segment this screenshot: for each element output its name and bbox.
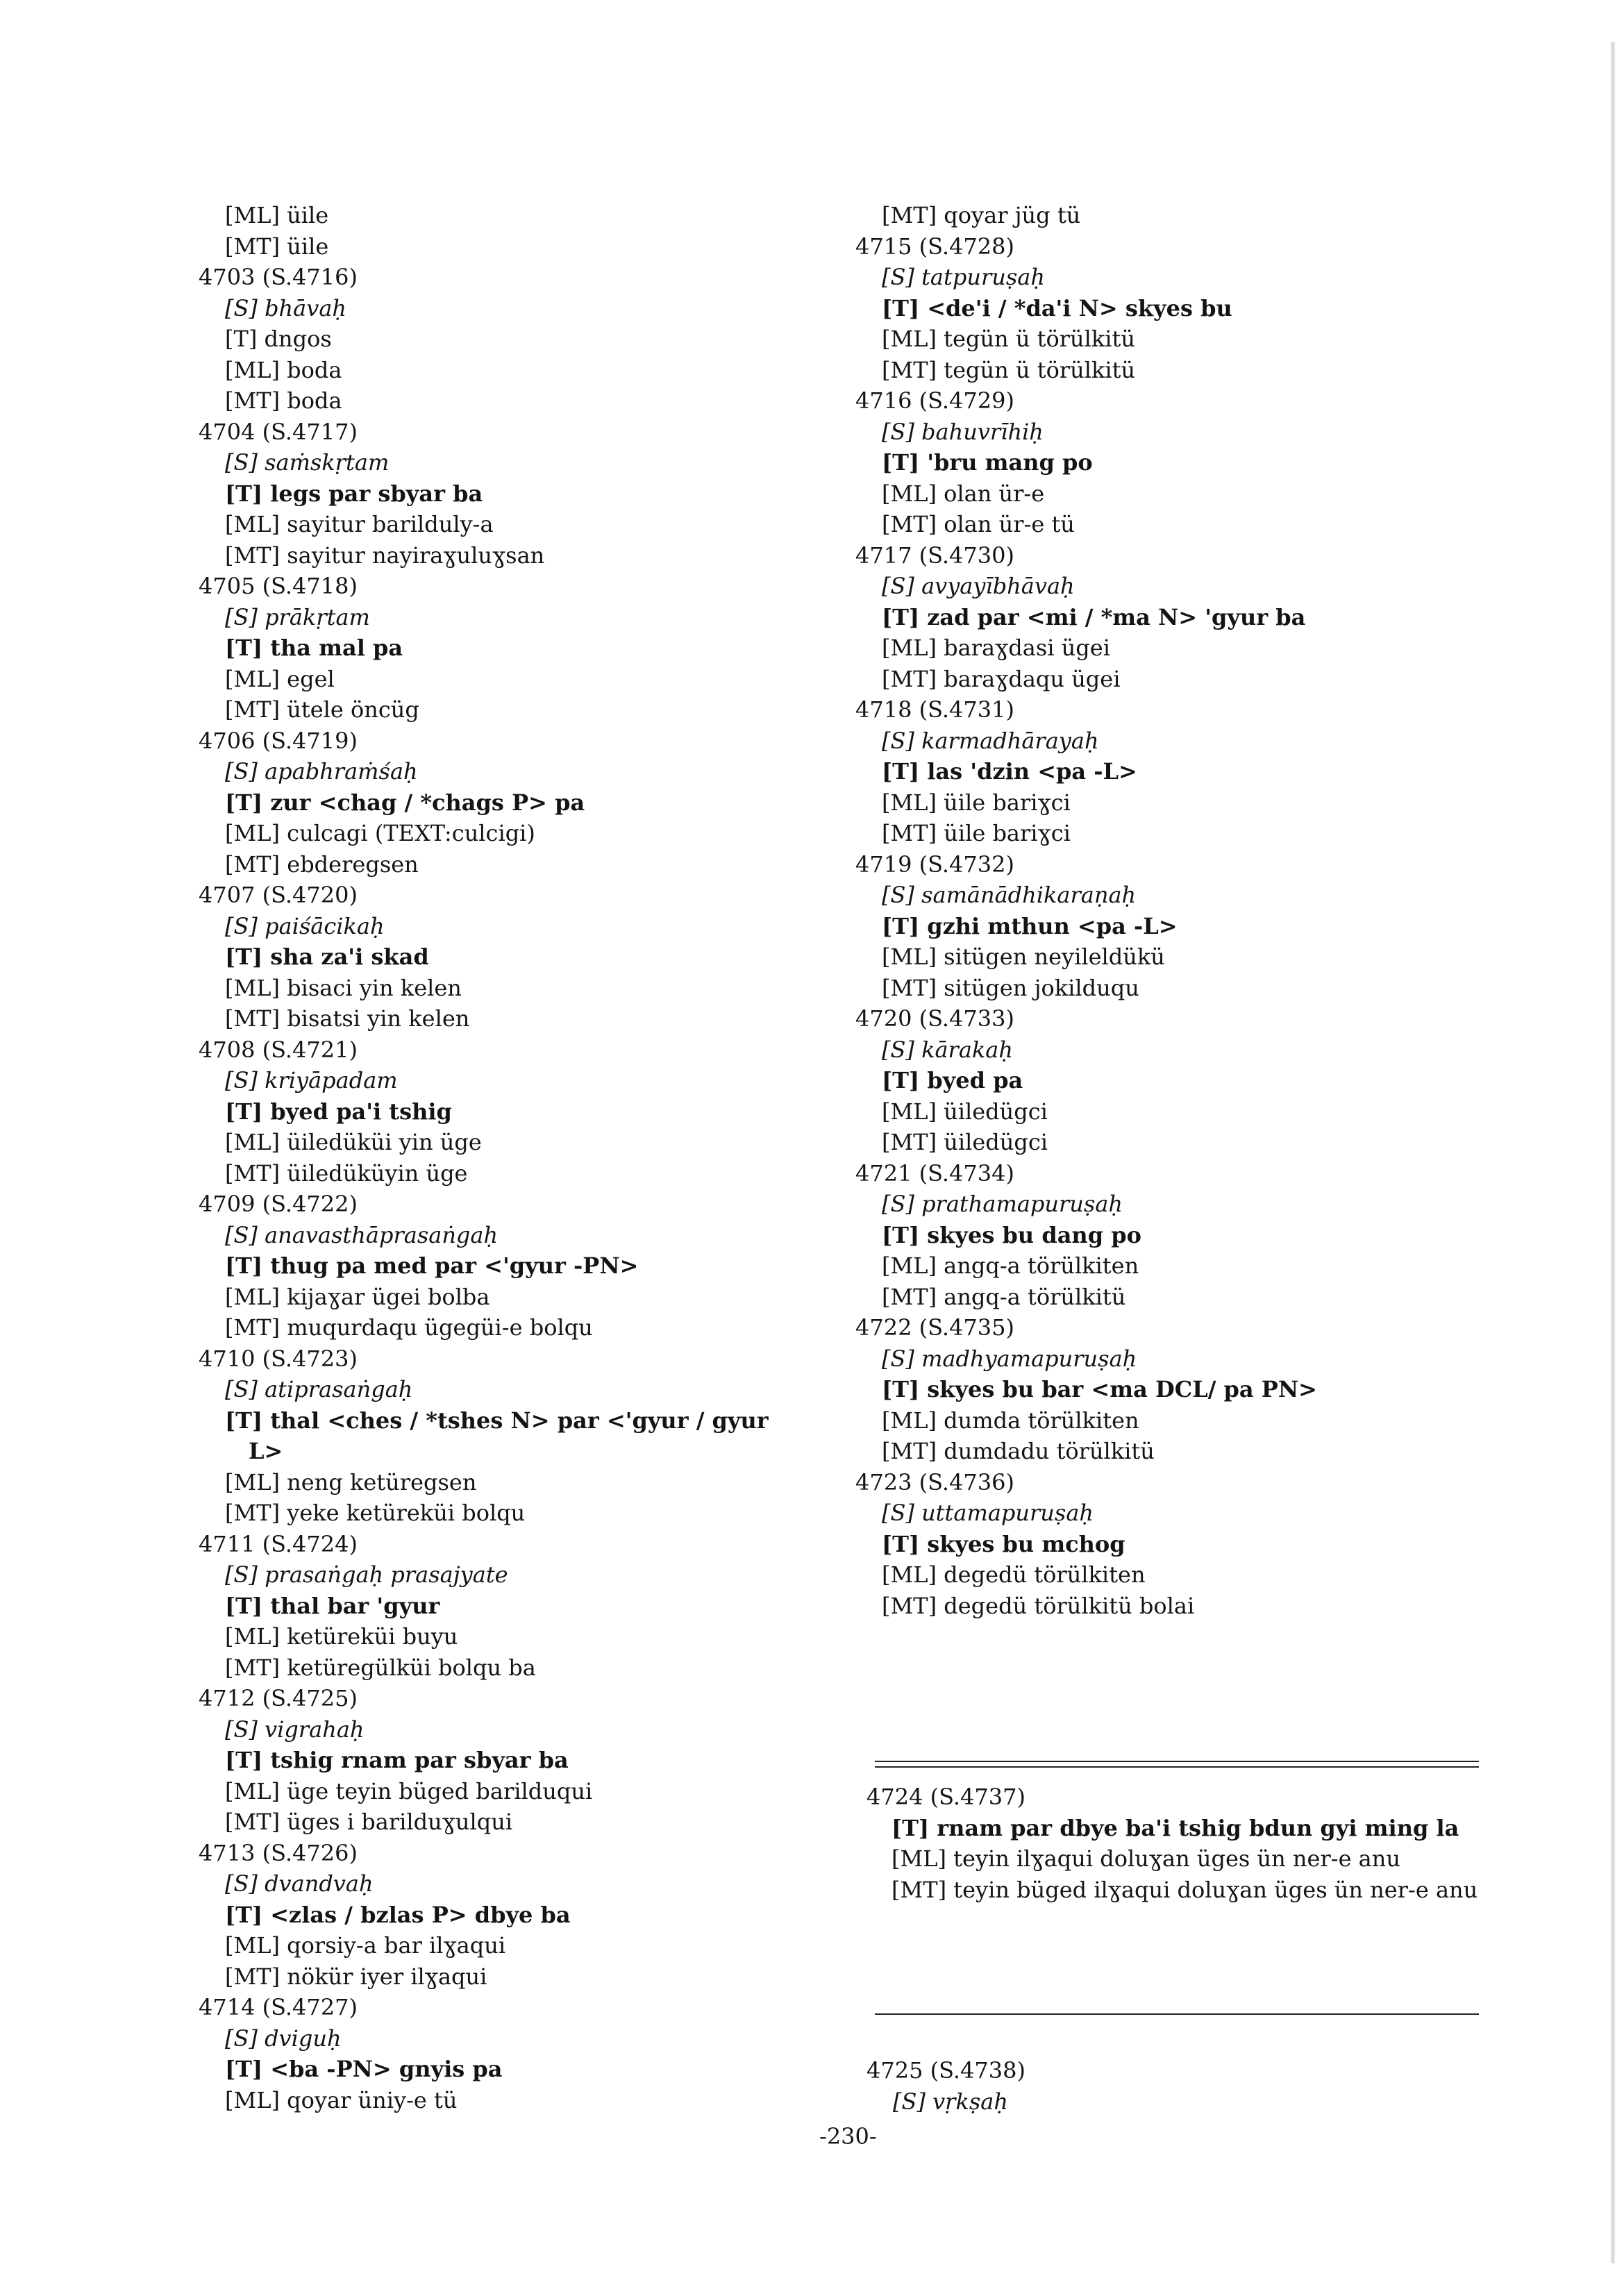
glossary-line: [ML] tegün ü törülkitü — [882, 326, 1135, 352]
entry-number: 4714 (S.4727) — [199, 1994, 358, 2020]
sanskrit-term: [S] vṛkṣaḥ — [893, 2088, 1008, 2115]
glossary-line: [S] atiprasaṅgaḥ — [225, 1376, 413, 1402]
glossary-line: [ML] bisaci yin kelen — [225, 974, 462, 1001]
glossary-line: [T] <ba -PN> gnyis pa — [225, 2056, 503, 2082]
entry-number: 4706 (S.4719) — [199, 727, 358, 754]
glossary-line: [S] prākṛtam — [225, 603, 370, 630]
mt-term: [MT] teyin büged ilɣaqui doluɣan üges ün ner-e anu — [891, 1876, 1478, 1903]
entry-number: 4722 (S.4735) — [855, 1314, 1014, 1341]
glossary-line: L> — [249, 1438, 283, 1464]
glossary-line: [T] dngos — [225, 326, 332, 352]
entry-number: 4711 (S.4724) — [199, 1530, 358, 1557]
glossary-line: [MT] baraɣdaqu ügei — [882, 665, 1121, 692]
glossary-line: [S] prathamapuruṣaḥ — [882, 1191, 1123, 1217]
glossary-line: [T] <de'i / *da'i N> skyes bu — [882, 294, 1232, 321]
ml-term: [ML] teyin ilɣaqui doluɣan üges ün ner-e anu — [891, 1845, 1400, 1872]
glossary-line: [ML] neng ketüregsen — [225, 1468, 477, 1495]
entry-number: 4718 (S.4731) — [855, 696, 1014, 723]
entry-number: 4708 (S.4721) — [199, 1036, 358, 1063]
glossary-line: [ML] üile bariɣci — [882, 789, 1071, 816]
glossary-line: [S] apabhraṁśaḥ — [225, 758, 418, 785]
glossary-line: [ML] degedü törülkiten — [882, 1561, 1146, 1588]
glossary-line: [ML] ketüreküi buyu — [225, 1623, 458, 1650]
glossary-line: [MT] boda — [225, 387, 342, 414]
page-number: -230- — [819, 2123, 877, 2150]
glossary-line: [ML] üge teyin büged barilduqui — [225, 1777, 593, 1804]
entry-number: 4724 (S.4737) — [867, 1784, 1026, 1810]
glossary-line: [T] tha mal pa — [225, 635, 403, 661]
glossary-line: [S] tatpuruṣaḥ — [882, 264, 1045, 290]
glossary-line: [ML] angq-a törülkiten — [882, 1252, 1139, 1279]
entry-number: 4715 (S.4728) — [855, 233, 1014, 260]
glossary-line: [T] thug pa med par <'gyur -PN> — [225, 1252, 639, 1279]
double-rule-top — [875, 1761, 1479, 1768]
glossary-line: [T] tshig rnam par sbyar ba — [225, 1747, 569, 1773]
entry-number: 4720 (S.4733) — [855, 1005, 1014, 1032]
glossary-line: [S] dviguḥ — [225, 2025, 342, 2052]
glossary-line: [S] vigrahaḥ — [225, 1716, 365, 1743]
glossary-line: [ML] kijaɣar ügei bolba — [225, 1283, 490, 1310]
glossary-line: [T] skyes bu dang po — [882, 1221, 1141, 1248]
glossary-line: [S] anavasthāprasaṅgaḥ — [225, 1221, 499, 1248]
glossary-line: [T] <zlas / bzlas P> dbye ba — [225, 1901, 571, 1928]
glossary-line: [MT] dumdadu törülkitü — [882, 1438, 1155, 1464]
entry-number: 4725 (S.4738) — [867, 2057, 1026, 2084]
glossary-line: [MT] olan ür-e tü — [882, 511, 1075, 537]
glossary-line: [MT] sitügen jokilduqu — [882, 974, 1139, 1001]
right-column — [855, 200, 1494, 1621]
entry-number: 4707 (S.4720) — [199, 882, 358, 908]
glossary-line: [MT] üges i barilduɣulqui — [225, 1809, 513, 1835]
entry-number: 4713 (S.4726) — [199, 1839, 358, 1866]
glossary-line: [MT] bisatsi yin kelen — [225, 1005, 470, 1032]
glossary-line: [T] skyes bu mchog — [882, 1530, 1125, 1557]
entry-number: 4703 (S.4716) — [199, 264, 358, 290]
glossary-line: [T] sha za'i skad — [225, 944, 429, 970]
glossary-line: [S] dvandvaḥ — [225, 1870, 374, 1897]
glossary-line: [T] gzhi mthun <pa -L> — [882, 912, 1178, 939]
glossary-line: [S] avyayībhāvaḥ — [882, 573, 1075, 599]
glossary-line: [S] bahuvrīhiḥ — [882, 418, 1044, 445]
entry-number: 4705 (S.4718) — [199, 573, 358, 599]
glossary-line: [ML] culcagi (TEXT:culcigi) — [225, 820, 535, 846]
glossary-line: [S] saṁskṛtam — [225, 449, 390, 476]
rule-bottom — [875, 2013, 1479, 2015]
entry-number: 4709 (S.4722) — [199, 1191, 358, 1217]
glossary-line: [MT] ketüregülküi bolqu ba — [225, 1654, 536, 1681]
glossary-line: [T] zad par <mi / *ma N> 'gyur ba — [882, 603, 1306, 630]
glossary-line: [MT] muqurdaqu ügegüi-e bolqu — [225, 1314, 593, 1341]
glossary-line: [MT] ütele öncüg — [225, 696, 419, 723]
glossary-line: [ML] egel — [225, 665, 335, 692]
entry-number: 4704 (S.4717) — [199, 418, 358, 445]
glossary-line: [ML] dumda törülkiten — [882, 1407, 1139, 1434]
scan-edge-shadow — [1610, 42, 1616, 2263]
glossary-line: [ML] üile — [225, 202, 329, 228]
glossary-line: [ML] sayitur barilduly-a — [225, 511, 494, 537]
glossary-line: [MT] degedü törülkitü bolai — [882, 1592, 1195, 1619]
glossary-line: [S] karmadhārayaḥ — [882, 727, 1099, 754]
boxed-entry-4724 — [867, 1782, 1491, 1905]
glossary-line: [ML] olan ür-e — [882, 480, 1045, 507]
glossary-line: [MT] ebderegsen — [225, 850, 419, 878]
glossary-line: [MT] üiledüküyin üge — [225, 1159, 468, 1187]
entry-4725 — [867, 2055, 1491, 2117]
glossary-line: [S] bhāvaḥ — [225, 294, 346, 321]
glossary-line: [MT] angq-a törülkitü — [882, 1283, 1126, 1310]
glossary-line: [S] samānādhikaraṇaḥ — [882, 882, 1137, 908]
glossary-line: [MT] yeke ketüreküi bolqu — [225, 1500, 526, 1526]
glossary-line: [T] las 'dzin <pa -L> — [882, 758, 1137, 785]
glossary-line: [S] kriyāpadam — [225, 1067, 398, 1093]
entry-number: 4717 (S.4730) — [855, 542, 1014, 569]
glossary-line: [ML] sitügen neyileldükü — [882, 944, 1165, 970]
glossary-line: [ML] qoyar üniy-e tü — [225, 2086, 458, 2113]
glossary-line: [S] paiśācikaḥ — [225, 912, 385, 939]
glossary-line: [ML] üiledüküi yin üge — [225, 1129, 482, 1155]
glossary-line: [T] byed pa — [882, 1067, 1023, 1093]
glossary-line: [MT] üile — [225, 233, 329, 260]
glossary-line: [S] prasaṅgaḥ prasajyate — [225, 1561, 508, 1588]
glossary-line: [MT] tegün ü törülkitü — [882, 356, 1136, 383]
glossary-line: [S] uttamapuruṣaḥ — [882, 1500, 1094, 1526]
left-column — [199, 200, 851, 2115]
glossary-line: [S] kārakaḥ — [882, 1036, 1013, 1063]
entry-number: 4719 (S.4732) — [855, 850, 1014, 878]
glossary-line: [ML] baraɣdasi ügei — [882, 635, 1110, 661]
entry-number: 4712 (S.4725) — [199, 1685, 358, 1711]
entry-number: 4723 (S.4736) — [855, 1468, 1014, 1495]
glossary-line: [T] 'bru mang po — [882, 449, 1093, 476]
glossary-line: [ML] üiledügci — [882, 1098, 1048, 1125]
glossary-line: [T] byed pa'i tshig — [225, 1098, 452, 1125]
glossary-line: [T] skyes bu bar <ma DCL/ pa PN> — [882, 1376, 1317, 1402]
glossary-line: [T] thal bar 'gyur — [225, 1592, 440, 1619]
entry-number: 4721 (S.4734) — [855, 1159, 1014, 1187]
glossary-line: [ML] boda — [225, 356, 342, 383]
glossary-line: [MT] üile bariɣci — [882, 820, 1071, 846]
entry-number: 4716 (S.4729) — [855, 387, 1014, 414]
glossary-line: [MT] üiledügci — [882, 1129, 1048, 1155]
entry-number: 4710 (S.4723) — [199, 1345, 358, 1372]
glossary-line: [T] legs par sbyar ba — [225, 480, 483, 507]
glossary-line: [ML] qorsiy-a bar ilɣaqui — [225, 1932, 506, 1959]
glossary-line: [T] zur <chag / *chags P> pa — [225, 789, 585, 816]
glossary-line: [MT] qoyar jüg tü — [882, 202, 1081, 228]
glossary-line: [MT] sayitur nayiraɣuluɣsan — [225, 542, 545, 569]
glossary-line: [S] madhyamapuruṣaḥ — [882, 1345, 1137, 1372]
tibetan-term: [T] rnam par dbye ba'i tshig bdun gyi ming la — [891, 1814, 1459, 1841]
glossary-line: [T] thal <ches / *tshes N> par <'gyur / gyur — [225, 1407, 769, 1434]
glossary-line: [MT] nökür iyer ilɣaqui — [225, 1963, 487, 1990]
